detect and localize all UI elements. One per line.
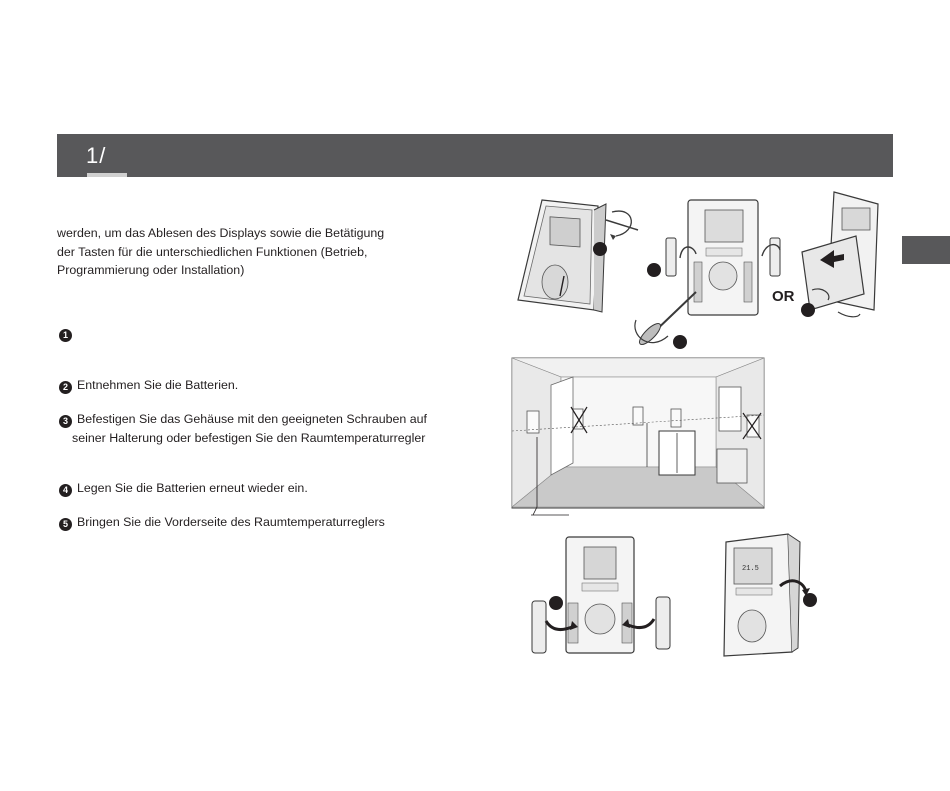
intro-line: werden, um das Ablesen des Displays sowie die Betätigung: [57, 226, 385, 240]
callout-dot: [549, 596, 563, 610]
section-header-bar: [57, 134, 893, 177]
callout-dot: [593, 242, 607, 256]
figure-battery-insertion: [528, 535, 678, 660]
step-text: Bringen Sie die Vorderseite des Raumtemperaturreglers: [77, 515, 385, 529]
callout-dot: [673, 335, 687, 349]
figure-battery-removal: [630, 196, 790, 351]
step-4: [59, 479, 308, 498]
step-number-badge: 4: [59, 484, 72, 497]
step-number-badge: 5: [59, 518, 72, 531]
intro-line: der Tasten für die unterschiedlichen Funktionen (Betrieb,: [57, 244, 368, 259]
step-2: [59, 376, 238, 395]
step-1: [59, 324, 77, 343]
or-label: OR: [772, 288, 795, 305]
intro-line: Programmierung oder Installation): [57, 263, 245, 277]
step-text: Legen Sie die Batterien erneut wieder ein.: [77, 481, 308, 495]
callout-dot: [803, 593, 817, 607]
step-number-badge: 3: [59, 415, 72, 428]
section-number-underline: [87, 173, 127, 177]
step-5: [59, 513, 385, 532]
display-readout: 21.5: [742, 565, 759, 573]
figure-front-cover: [718, 532, 828, 660]
side-chapter-tab: [902, 236, 950, 264]
step-text-continued: seiner Halterung oder befestigen Sie den Raumtemperaturregler: [72, 431, 426, 445]
figure-room-mounting: [511, 357, 766, 527]
intro-paragraph: [57, 224, 437, 280]
section-number: 1/: [86, 143, 107, 168]
callout-dot: [647, 263, 661, 277]
step-text: Befestigen Sie das Gehäuse mit den geeigneten Schrauben auf: [77, 412, 427, 426]
step-text: Entnehmen Sie die Batterien.: [77, 378, 239, 392]
figure-back-plate: [768, 190, 888, 325]
step-number-badge: 1: [59, 329, 72, 342]
step-3: [59, 410, 427, 448]
step-number-badge: 2: [59, 381, 72, 394]
callout-dot: [801, 303, 815, 317]
figure-open-thermostat: [510, 192, 650, 322]
